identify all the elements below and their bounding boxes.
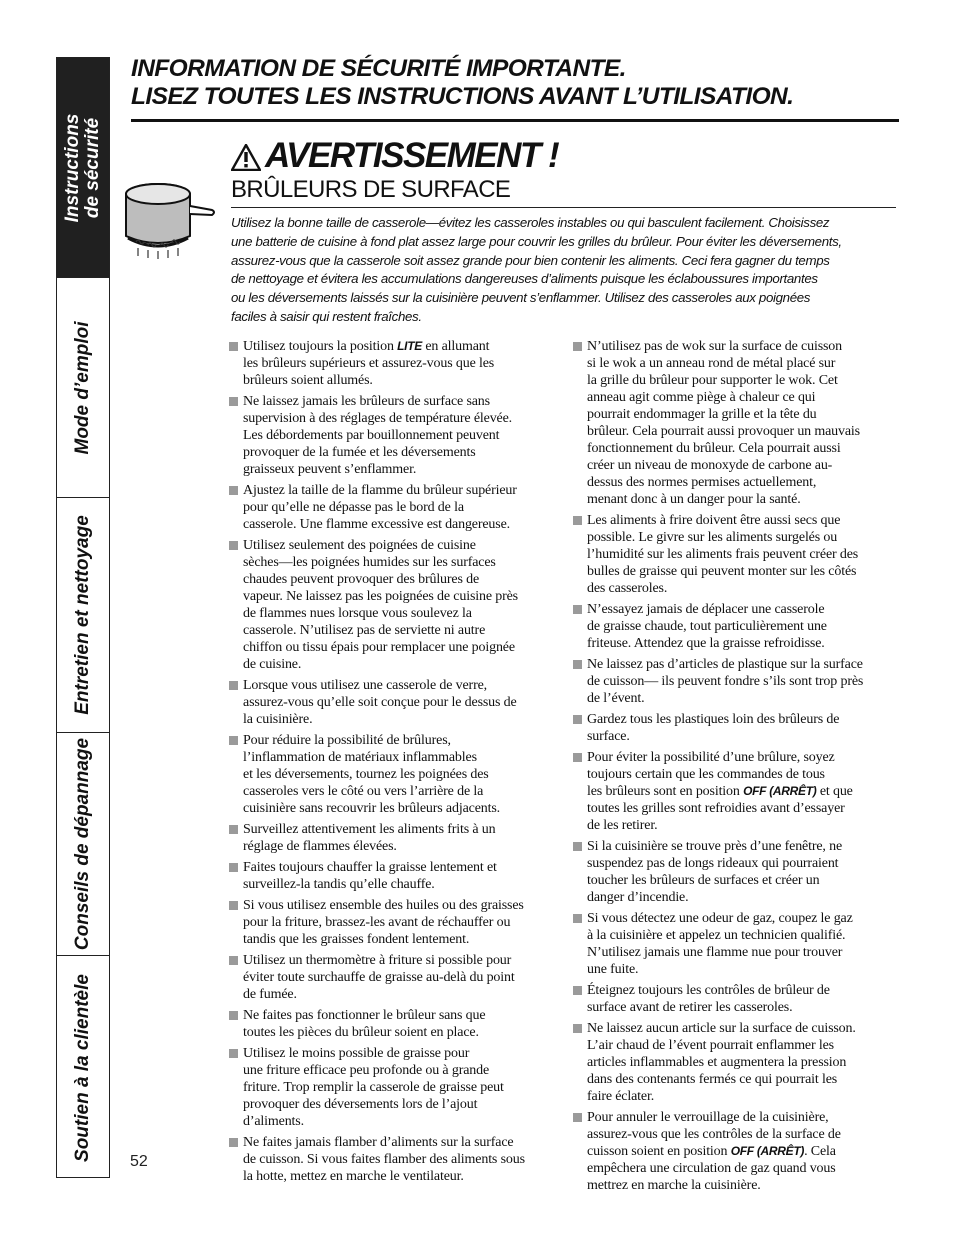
control-setting-label: LITE [397, 339, 422, 353]
bullet-line: les brûleurs sont en position OFF (ARRÊT) et que [587, 784, 853, 799]
safety-bullet [573, 838, 899, 906]
bullet-line: empêchera une circulation de gaz quand vous [587, 1161, 836, 1176]
bullet-line: provoquer des déversements lors de l’ajout [243, 1097, 478, 1112]
bullet-line: Utilisez un thermomètre à friture si possible pour [243, 953, 512, 968]
bullet-square-icon [229, 901, 238, 910]
tab-label-line: Conseils de dépannage [72, 737, 93, 951]
tab-label-line: de sécurité [82, 117, 103, 218]
bullet-line: l’humidité sur les aliments frais peuvent créer des [587, 547, 859, 562]
bullet-line: suspendez pas de longs rideaux qui pourraient [587, 856, 839, 871]
safety-bullet [573, 711, 899, 745]
safety-bullet [573, 656, 899, 707]
warning-heading [231, 136, 558, 176]
bullet-line: d’aliments. [243, 1114, 304, 1129]
safety-bullet [573, 338, 899, 508]
bullet-square-icon [229, 736, 238, 745]
tab-mode-d-emploi[interactable] [57, 278, 109, 498]
bullet-line: Pour réduire la possibilité de brûlures, [243, 733, 451, 748]
bullet-line: Si vous utilisez ensemble des huiles ou des graisses [243, 898, 524, 913]
bullet-line: supervision à des réglages de température élevée. [243, 411, 513, 426]
bullet-square-icon [229, 1049, 238, 1058]
bullet-line: chiffon ou tissu épais pour remplacer une poignée [243, 640, 515, 655]
bullet-square-icon [573, 914, 582, 923]
bullet-line: Surveillez attentivement les aliments frits à un [243, 822, 496, 837]
safety-bullets-right-column [573, 338, 899, 1198]
bullet-line: si le wok a un anneau rond de métal placé sur [587, 356, 836, 371]
bullet-line: Utilisez le moins possible de graisse pour [243, 1046, 470, 1061]
safety-bullet [229, 821, 559, 855]
tab-label-line: Instructions [62, 113, 83, 222]
bullet-line: graisseux peuvent s’enflammer. [243, 462, 417, 477]
bullet-line: danger d’incendie. [587, 890, 689, 905]
bullet-line: assurez-vous que les contrôles de la surface de [587, 1127, 841, 1142]
bullet-line: Pour éviter la possibilité d’une brûlure, soyez [587, 750, 835, 765]
safety-bullet [229, 1134, 559, 1185]
tab-conseils-de-depannage[interactable] [57, 733, 109, 956]
bullet-line: cuisson soient en position OFF (ARRÊT). Cela [587, 1144, 836, 1159]
bullet-square-icon [229, 863, 238, 872]
bullet-line: Pour annuler le verrouillage de la cuisinière, [587, 1110, 829, 1125]
safety-bullet [229, 897, 559, 948]
tab-entretien-et-nettoyage[interactable] [57, 498, 109, 733]
bullet-line: pour qu’elle ne dépasse pas le bord de la [243, 500, 464, 515]
intro-line: ou les déversements laissés sur la cuisinière peuvent s’enflammer. Utilisez des casseroles aux poignées [231, 290, 811, 306]
bullet-square-icon [229, 1138, 238, 1147]
pot-on-burner-icon [118, 176, 218, 266]
page-number: 52 [130, 1153, 148, 1170]
bullet-line: chaudes peuvent provoquer des brûlures de [243, 572, 480, 587]
bullet-square-icon [229, 342, 238, 351]
section-tab-strip [56, 57, 110, 1178]
safety-bullet [229, 1045, 559, 1130]
bullet-line: vapeur. Ne laissez pas les poignées de cuisine près [243, 589, 518, 604]
intro-line: faciles à saisir qui restent fraîches. [231, 308, 422, 324]
bullet-line: créer un niveau de monoxyde de carbone au- [587, 458, 833, 473]
bullet-line: de l’évent. [587, 691, 645, 706]
bullet-line: N’utilisez pas de wok sur la surface de cuisson [587, 339, 842, 354]
control-setting-label: OFF (ARRÊT) [743, 784, 817, 798]
safety-bullet [229, 393, 559, 478]
safety-bullet [229, 482, 559, 533]
tab-label-line: Soutien à la clientèle [72, 973, 93, 1162]
bullet-square-icon [573, 660, 582, 669]
bullet-square-icon [229, 397, 238, 406]
bullet-line: Ne faites jamais flamber d’aliments sur la surface [243, 1135, 514, 1150]
bullet-line: faire éclater. [587, 1089, 655, 1104]
bullet-line: dessus des normes permises actuellement, [587, 475, 817, 490]
bullet-line: L’air chaud de l’évent pourrait enflammer les [587, 1038, 834, 1053]
safety-bullet [229, 537, 559, 673]
bullet-line: Ajustez la taille de la flamme du brûleur supérieur [243, 483, 517, 498]
safety-bullet [229, 859, 559, 893]
bullet-line: Lorsque vous utilisez une casserole de verre, [243, 678, 487, 693]
header-line-1: INFORMATION DE SÉCURITÉ IMPORTANTE. [131, 55, 626, 82]
bullet-line: Ne faites pas fonctionner le brûleur sans que [243, 1008, 486, 1023]
bullet-line: anneau agit comme piège à chaleur ce qui [587, 390, 816, 405]
safety-bullet [229, 732, 559, 817]
bullet-line: des casseroles. [587, 581, 668, 596]
bullet-line: Éteignez toujours les contrôles de brûleur de [587, 983, 830, 998]
bullet-square-icon [573, 342, 582, 351]
bullet-line: brûleurs soient allumés. [243, 373, 373, 388]
bullet-line: Ne laissez aucun article sur la surface de cuisson. [587, 1021, 856, 1036]
bullet-square-icon [573, 1024, 582, 1033]
bullet-line: Les débordements par bouillonnement peuvent [243, 428, 500, 443]
bullet-line: casserole. Une flamme excessive est dangereuse. [243, 517, 510, 532]
bullet-line: provoquer de la fumée et les déversements [243, 445, 476, 460]
safety-bullet [573, 982, 899, 1016]
bullet-line: N’essayez jamais de déplacer une casserole [587, 602, 825, 617]
bullet-line: articles inflammables et augmentera la pression [587, 1055, 847, 1070]
bullet-line: réglage de flammes élevées. [243, 839, 397, 854]
bullet-line: Utilisez seulement des poignées de cuisine [243, 538, 476, 553]
bullet-line: la hotte, mettez en marche le ventilateur. [243, 1169, 464, 1184]
bullet-square-icon [229, 486, 238, 495]
bullet-line: brûleur. Cela pourrait aussi provoquer un mauvais [587, 424, 860, 439]
safety-bullet [573, 601, 899, 652]
control-setting-label: OFF (ARRÊT) [730, 1144, 805, 1158]
bullet-line: Ne laissez jamais les brûleurs de surface sans [243, 394, 490, 409]
bullet-square-icon [573, 516, 582, 525]
bullet-line: toutes les grilles sont refroidies avant d’essayer [587, 801, 845, 816]
bullet-line: pour la friture, brassez-les avant de réchauffer ou [243, 915, 511, 930]
bullet-line: de cuisine. [243, 657, 302, 672]
warning-intro-paragraph [231, 214, 899, 327]
bullet-line: une friture efficace peu profonde ou à grande [243, 1063, 490, 1078]
safety-bullet [573, 910, 899, 978]
tab-label-line: Entretien et nettoyage [72, 515, 93, 715]
bullet-line: dans des contenants fermés ce qui pourrait les [587, 1072, 838, 1087]
safety-bullet [229, 1007, 559, 1041]
bullet-line: de cuisson— ils peuvent fondre s’ils sont trop près [587, 674, 864, 689]
bullet-line: Faites toujours chauffer la graisse lentement et [243, 860, 497, 875]
bullet-line: mettrez en marche la cuisinière. [587, 1178, 761, 1193]
bullet-line: casserole. N’utilisez pas de serviette ni autre [243, 623, 486, 638]
bullet-square-icon [573, 842, 582, 851]
bullet-line: à la cuisinière et appelez un technicien qualifié. [587, 928, 846, 943]
intro-line: une batterie de cuisine à fond plat assez large pour couvrir les grilles du brûleur. Pour éviter les déversements, [231, 233, 842, 249]
bullet-line: toutes les pièces du brûleur soient en place. [243, 1025, 479, 1040]
bullet-line: N’utilisez jamais une flamme nue pour trouver [587, 945, 843, 960]
bullet-line: de cuisson. Si vous faites flamber des aliments sous [243, 1152, 525, 1167]
bullet-line: sèches—les poignées humides sur les surfaces [243, 555, 496, 570]
bullet-line: Ne laissez pas d’articles de plastique sur la surface [587, 657, 863, 672]
bullet-line: friteuse. Attendez que la graisse refroidisse. [587, 636, 825, 651]
safety-bullet [573, 512, 899, 597]
bullet-line: toujours certain que les commandes de tous [587, 767, 825, 782]
bullet-square-icon [229, 541, 238, 550]
bullet-line: Utilisez toujours la position LITE en allumant [243, 339, 490, 354]
bullet-line: une fuite. [587, 962, 639, 977]
bullet-line: la grille du brûleur pour supporter le wok. Cet [587, 373, 838, 388]
bullet-line: menant donc à un danger pour la santé. [587, 492, 801, 507]
bullet-line: casseroles vers le côté ou vers l’arrière de la [243, 784, 484, 799]
bullet-line: bulles de graisse qui peuvent monter sur les côtés [587, 564, 857, 579]
bullet-line: de graisse chaude, tout particulièrement une [587, 619, 827, 634]
bullet-line: éviter toute surchauffe de graisse au-delà du point [243, 970, 515, 985]
bullet-line: de les retirer. [587, 818, 658, 833]
section-divider [231, 207, 896, 208]
header-line-2: LISEZ TOUTES LES INSTRUCTIONS AVANT L’UTILISATION. [131, 83, 794, 110]
bullet-line: pourrait endommager la grille et la tête du [587, 407, 817, 422]
bullet-line: tandis que les graisses fondent lentement. [243, 932, 470, 947]
safety-bullet [573, 1109, 899, 1194]
bullet-line: la cuisinière. [243, 712, 313, 727]
warning-heading-text: AVERTISSEMENT ! [265, 136, 559, 175]
header-divider [131, 119, 899, 122]
bullet-line: de fumée. [243, 987, 297, 1002]
bullet-line: l’inflammation de matériaux inflammables [243, 750, 477, 765]
bullet-line: Les aliments à frire doivent être aussi secs que [587, 513, 841, 528]
bullet-line: Si la cuisinière se trouve près d’une fenêtre, ne [587, 839, 843, 854]
intro-line: assurez-vous que la casserole soit assez grande pour bien contenir les aliments. Ceci fera gagner du temps [231, 252, 830, 268]
bullet-square-icon [573, 753, 582, 762]
safety-bullet [573, 749, 899, 834]
tab-instructions-de-securite[interactable] [57, 58, 109, 278]
bullet-line: assurez-vous qu’elle soit conçue pour le dessus de [243, 695, 517, 710]
page-header-title [131, 55, 901, 111]
bullet-line: surveillez-la tandis qu’elle chauffe. [243, 877, 435, 892]
bullet-square-icon [573, 605, 582, 614]
bullet-square-icon [573, 1113, 582, 1122]
bullet-square-icon [573, 715, 582, 724]
bullet-line: Si vous détectez une odeur de gaz, coupez le gaz [587, 911, 853, 926]
bullet-line: friture. Trop remplir la casserole de graisse peut [243, 1080, 504, 1095]
bullet-line: surface avant de retirer les casseroles. [587, 1000, 793, 1015]
bullet-line: toucher les brûleurs de surfaces et créer un [587, 873, 820, 888]
safety-bullet [573, 1020, 899, 1105]
safety-bullet [229, 677, 559, 728]
bullet-square-icon [229, 681, 238, 690]
intro-line: Utilisez la bonne taille de casserole—évitez les casseroles instables ou qui basculent facilement. Choisissez [231, 215, 830, 230]
bullet-line: cuisinière sans recouvrir les brûleurs adjacents. [243, 801, 500, 816]
tab-label-line: Mode d’emploi [72, 321, 93, 454]
safety-bullet [229, 338, 559, 389]
bullet-square-icon [229, 1011, 238, 1020]
bullet-line: surface. [587, 729, 630, 744]
bullet-square-icon [229, 956, 238, 965]
bullet-square-icon [573, 986, 582, 995]
intro-line: de nettoyage et évitera les accumulations dangereuses d’aliments puisque les éclaboussures importantes [231, 271, 818, 287]
bullet-line: possible. Le givre sur les aliments surgelés ou [587, 530, 838, 545]
safety-bullet [229, 952, 559, 1003]
tab-soutien-a-la-clientele[interactable] [57, 956, 109, 1179]
bullet-line: Gardez tous les plastiques loin des brûleurs de [587, 712, 840, 727]
safety-bullets-left-column [229, 338, 559, 1189]
bullet-square-icon [229, 825, 238, 834]
bullet-line: de flammes nues lorsque vous soulevez la [243, 606, 472, 621]
bullet-line: les brûleurs supérieurs et assurez-vous que les [243, 356, 495, 371]
warning-triangle-icon [231, 144, 261, 171]
bullet-line: fonctionnement du brûleur. Cela pourrait aussi [587, 441, 841, 456]
bullet-line: et les déversements, tournez les poignées des [243, 767, 489, 782]
section-title: BRÛLEURS DE SURFACE [231, 176, 511, 203]
